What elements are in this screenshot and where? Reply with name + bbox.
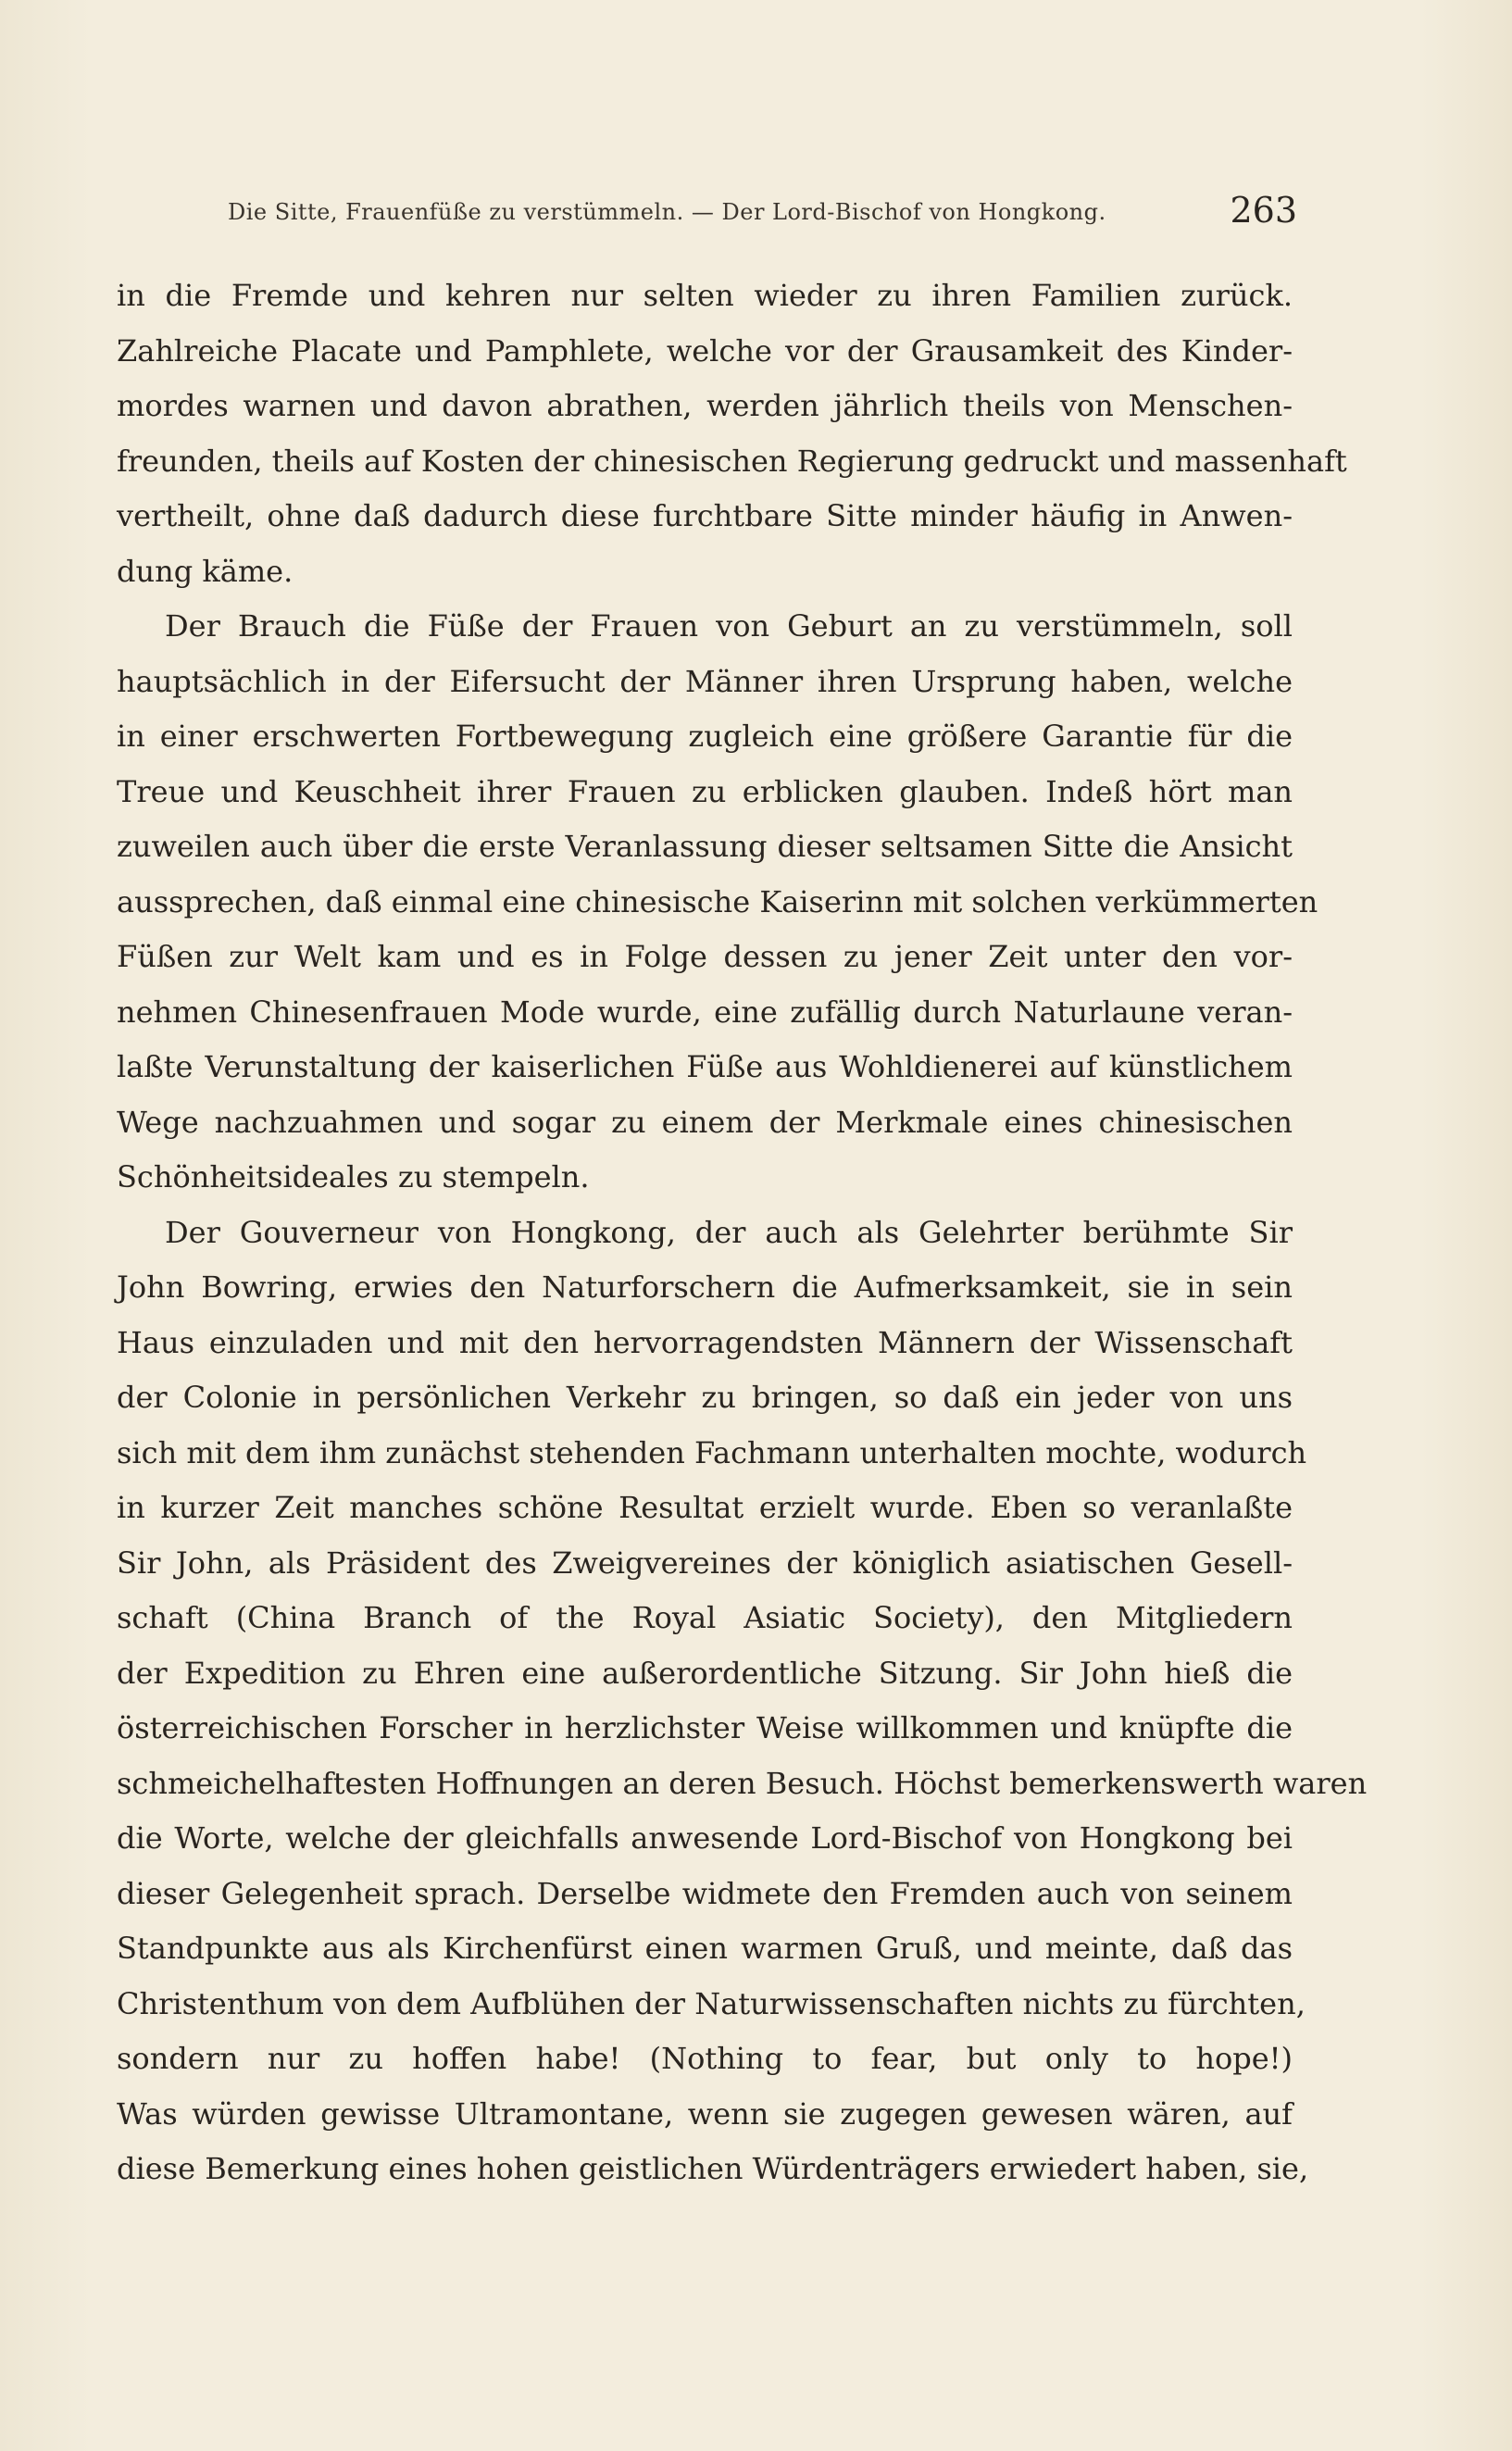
text-line: Standpunkte aus als Kirchenfürst einen warmen Gruß, und meinte, daß das: [117, 1931, 1293, 1966]
text-line: Zahlreiche Placate und Pamphlete, welche vor der Grausamkeit des Kinder-: [117, 332, 1293, 369]
text-line: vertheilt, ohne daß dadurch diese furchtbare Sitte minder häufig in Anwen-: [117, 498, 1293, 533]
text-line: sich mit dem ihm zunächst stehenden Fachmann unterhalten mochte, wodurch: [117, 1434, 1307, 1470]
text-line: Was würden gewisse Ultramontane, wenn sie zugegen gewesen wären, auf: [117, 2095, 1293, 2132]
running-header: [228, 190, 1297, 236]
text-line: in die Fremde und kehren nur selten wieder zu ihren Familien zurück.: [117, 278, 1293, 313]
text-line: sondern nur zu hoffen habe! (Nothing to fear, but only to hope!): [117, 2041, 1293, 2076]
running-title: Die Sitte, Frauenfüße zu verstümmeln. — Der Lord-Bischof von Hongkong.: [228, 199, 1106, 225]
text-line: freunden, theils auf Kosten der chinesischen Regierung gedruckt und massenhaft: [117, 443, 1347, 479]
text-line: Christenthum von dem Aufblühen der Naturwissenschaften nichts zu fürchten,: [117, 1985, 1306, 2021]
text-line: mordes warnen und davon abrathen, werden jährlich theils von Menschen-: [117, 388, 1293, 423]
text-line: diese Bemerkung eines hohen geistlichen Würdenträgers erwiedert haben, sie,: [117, 2151, 1309, 2186]
text-line: in kurzer Zeit manches schöne Resultat erzielt wurde. Eben so veranlaßte: [117, 1490, 1293, 1525]
text-line: der Colonie in persönlichen Verkehr zu bringen, so daß ein jeder von uns: [117, 1380, 1293, 1415]
paragraph-first-line: Der Brauch die Füße der Frauen von Geburt an zu verstümmeln, soll: [165, 608, 1293, 644]
text-line: Sir John, als Präsident des Zweigvereines der königlich asiatischen Gesell-: [117, 1544, 1293, 1581]
text-line: in einer erschwerten Fortbewegung zugleich eine größere Garantie für die: [117, 719, 1293, 754]
text-line: die Worte, welche der gleichfalls anwesende Lord-Bischof von Hongkong bei: [117, 1820, 1293, 1856]
text-line: nehmen Chinesenfrauen Mode wurde, eine zufällig durch Naturlaune veran-: [117, 994, 1293, 1030]
text-line: schaft (China Branch of the Royal Asiatic Society), den Mitgliedern: [117, 1600, 1293, 1635]
page-number: 263: [1230, 190, 1297, 231]
text-line: Haus einzuladen und mit den hervorragendsten Männern der Wissenschaft: [117, 1324, 1293, 1360]
text-line: Treue und Keuschheit ihrer Frauen zu erblicken glauben. Indeß hört man: [117, 773, 1293, 809]
text-line: hauptsächlich in der Eifersucht der Männer ihren Ursprung haben, welche: [117, 663, 1293, 699]
text-line: dieser Gelegenheit sprach. Derselbe widmete den Fremden auch von seinem: [117, 1875, 1293, 1911]
text-line: laßte Verunstaltung der kaiserlichen Füße aus Wohldienerei auf künstlichem: [117, 1049, 1293, 1084]
text-line: John Bowring, erwies den Naturforschern die Aufmerksamkeit, sie in sein: [117, 1269, 1293, 1305]
paragraph-first-line: Der Gouverneur von Hongkong, der auch als Gelehrter berühmte Sir: [165, 1214, 1293, 1250]
text-line: schmeichelhaftesten Hoffnungen an deren Besuch. Höchst bemerkenswerth waren: [117, 1765, 1368, 1801]
text-line: aussprechen, daß einmal eine chinesische Kaiserinn mit solchen verkümmerten: [117, 883, 1318, 919]
text-line: österreichischen Forscher in herzlichster Weise willkommen und knüpfte die: [117, 1710, 1293, 1745]
text-line: Wege nachzuahmen und sogar zu einem der Merkmale eines chinesischen: [117, 1104, 1293, 1140]
body-text: [117, 269, 1368, 2197]
text-line: Füßen zur Welt kam und es in Folge dessen zu jener Zeit unter den vor-: [117, 939, 1293, 974]
text-line: Schönheitsideales zu stempeln.: [117, 1159, 590, 1194]
text-line: der Expedition zu Ehren eine außerordentliche Sitzung. Sir John hieß die: [117, 1655, 1293, 1691]
text-line: dung käme.: [117, 553, 294, 589]
text-line: zuweilen auch über die erste Veranlassung dieser seltsamen Sitte die Ansicht: [117, 829, 1293, 864]
